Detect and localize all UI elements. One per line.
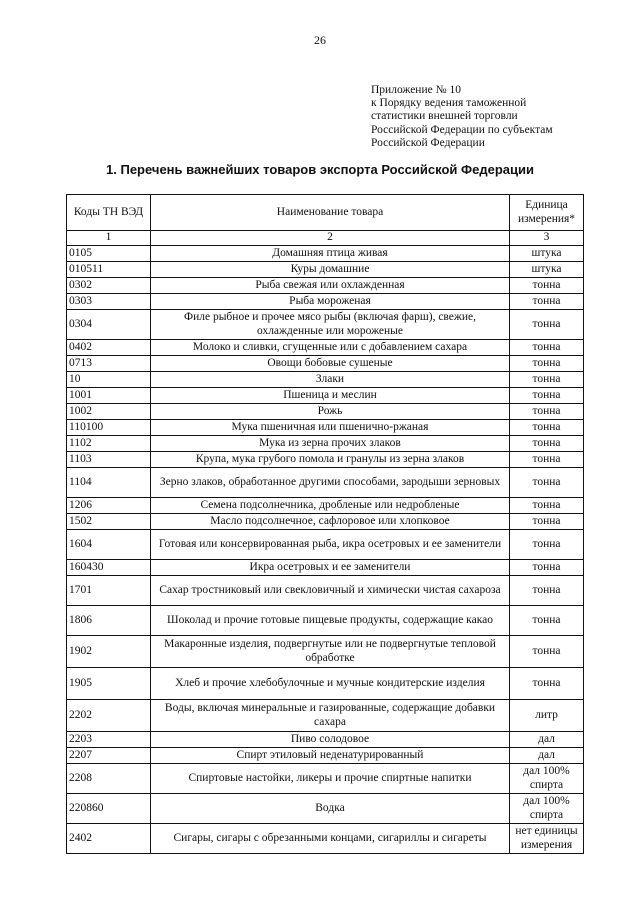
cell-unit: тонна xyxy=(510,498,584,514)
cell-code: 2203 xyxy=(67,732,151,748)
cell-code: 2202 xyxy=(67,700,151,732)
table-row xyxy=(67,262,584,278)
table-row xyxy=(67,560,584,576)
cell-code: 110100 xyxy=(67,420,151,436)
column-number: 2 xyxy=(151,231,510,246)
document-heading: 1. Перечень важнейших товаров экспорта Российской Федерации xyxy=(106,162,534,177)
cell-code: 160430 xyxy=(67,560,151,576)
cell-unit: тонна xyxy=(510,576,584,606)
table-row xyxy=(67,794,584,824)
cell-unit: дал xyxy=(510,748,584,764)
cell-code: 1502 xyxy=(67,514,151,530)
cell-unit: тонна xyxy=(510,468,584,498)
cell-unit: тонна xyxy=(510,372,584,388)
appendix-line: статистики внешней торговли xyxy=(371,110,518,123)
cell-unit: дал 100% спирта xyxy=(510,794,584,824)
cell-name: Пшеница и меслин xyxy=(151,388,510,404)
cell-unit: штука xyxy=(510,246,584,262)
cell-name: Рожь xyxy=(151,404,510,420)
cell-name: Молоко и сливки, сгущенные или с добавлением сахара xyxy=(151,340,510,356)
table-row xyxy=(67,372,584,388)
cell-code: 10 xyxy=(67,372,151,388)
cell-name: Масло подсолнечное, сафлоровое или хлопковое xyxy=(151,514,510,530)
cell-unit: тонна xyxy=(510,420,584,436)
cell-unit: тонна xyxy=(510,606,584,636)
cell-unit: дал xyxy=(510,732,584,748)
cell-name: Рыба свежая или охлажденная xyxy=(151,278,510,294)
cell-code: 1604 xyxy=(67,530,151,560)
cell-code: 2208 xyxy=(67,764,151,794)
cell-unit: тонна xyxy=(510,530,584,560)
cell-code: 0713 xyxy=(67,356,151,372)
cell-name: Готовая или консервированная рыба, икра осетровых и ее заменители xyxy=(151,530,510,560)
cell-code: 1905 xyxy=(67,668,151,700)
table-row xyxy=(67,468,584,498)
cell-name: Хлеб и прочие хлебобулочные и мучные кондитерские изделия xyxy=(151,668,510,700)
cell-unit: тонна xyxy=(510,278,584,294)
cell-unit: тонна xyxy=(510,514,584,530)
cell-name: Сахар тростниковый или свекловичный и химически чистая сахароза xyxy=(151,576,510,606)
table-body xyxy=(67,246,584,854)
column-number-row xyxy=(67,231,584,246)
cell-name: Сигары, сигары с обрезанными концами, сигариллы и сигареты xyxy=(151,824,510,854)
table-row xyxy=(67,824,584,854)
appendix-line: к Порядку ведения таможенной xyxy=(371,97,527,110)
table-row xyxy=(67,436,584,452)
table-row xyxy=(67,340,584,356)
cell-code: 220860 xyxy=(67,794,151,824)
header-name: Наименование товара xyxy=(151,195,510,231)
cell-code: 1102 xyxy=(67,436,151,452)
cell-unit: штука xyxy=(510,262,584,278)
cell-code: 1002 xyxy=(67,404,151,420)
cell-code: 1902 xyxy=(67,636,151,668)
cell-name: Макаронные изделия, подвергнутые или не подвергнутые тепловой обработке xyxy=(151,636,510,668)
cell-unit: тонна xyxy=(510,294,584,310)
cell-code: 1806 xyxy=(67,606,151,636)
cell-code: 1701 xyxy=(67,576,151,606)
table-row xyxy=(67,668,584,700)
cell-name: Шоколад и прочие готовые пищевые продукты, содержащие какао xyxy=(151,606,510,636)
column-number: 1 xyxy=(67,231,151,246)
cell-unit: тонна xyxy=(510,310,584,340)
appendix-line: Приложение № 10 xyxy=(371,84,461,96)
cell-name: Спирт этиловый неденатурированный xyxy=(151,748,510,764)
table-row xyxy=(67,278,584,294)
table-row xyxy=(67,452,584,468)
cell-unit: литр xyxy=(510,700,584,732)
cell-unit: нет единицы измерения xyxy=(510,824,584,854)
table-row xyxy=(67,294,584,310)
header-codes: Коды ТН ВЭД xyxy=(67,195,151,231)
cell-name: Пиво солодовое xyxy=(151,732,510,748)
cell-name: Мука из зерна прочих злаков xyxy=(151,436,510,452)
cell-name: Крупа, мука грубого помола и гранулы из зерна злаков xyxy=(151,452,510,468)
cell-name: Зерно злаков, обработанное другими способами, зародыши зерновых xyxy=(151,468,510,498)
cell-unit: тонна xyxy=(510,404,584,420)
table-row xyxy=(67,356,584,372)
table-header-row xyxy=(67,195,584,231)
column-number: 3 xyxy=(510,231,584,246)
cell-code: 1206 xyxy=(67,498,151,514)
table-row xyxy=(67,636,584,668)
cell-name: Овощи бобовые сушеные xyxy=(151,356,510,372)
cell-name: Водка xyxy=(151,794,510,824)
cell-unit: дал 100% спирта xyxy=(510,764,584,794)
cell-unit: тонна xyxy=(510,668,584,700)
table-row xyxy=(67,700,584,732)
cell-name: Икра осетровых и ее заменители xyxy=(151,560,510,576)
goods-table xyxy=(66,194,584,854)
cell-code: 0302 xyxy=(67,278,151,294)
cell-code: 0304 xyxy=(67,310,151,340)
cell-code: 010511 xyxy=(67,262,151,278)
appendix-note xyxy=(371,84,611,150)
appendix-line: Российской Федерации по субъектам xyxy=(371,123,553,136)
table-row xyxy=(67,404,584,420)
cell-code: 0105 xyxy=(67,246,151,262)
table-row xyxy=(67,246,584,262)
cell-name: Рыба мороженая xyxy=(151,294,510,310)
table-row xyxy=(67,748,584,764)
header-unit: Единица измерения* xyxy=(510,195,584,231)
cell-name: Куры домашние xyxy=(151,262,510,278)
cell-code: 1001 xyxy=(67,388,151,404)
table-row xyxy=(67,498,584,514)
cell-name: Спиртовые настойки, ликеры и прочие спиртные напитки xyxy=(151,764,510,794)
table-row xyxy=(67,764,584,794)
cell-unit: тонна xyxy=(510,636,584,668)
cell-name: Мука пшеничная или пшенично-ржаная xyxy=(151,420,510,436)
page-number: 26 xyxy=(314,33,326,47)
cell-name: Воды, включая минеральные и газированные, содержащие добавки сахара xyxy=(151,700,510,732)
table-row xyxy=(67,514,584,530)
cell-unit: тонна xyxy=(510,560,584,576)
cell-unit: тонна xyxy=(510,356,584,372)
appendix-line: Российской Федерации xyxy=(371,136,485,149)
cell-unit: тонна xyxy=(510,436,584,452)
cell-unit: тонна xyxy=(510,340,584,356)
table-row xyxy=(67,420,584,436)
cell-code: 0402 xyxy=(67,340,151,356)
cell-code: 2402 xyxy=(67,824,151,854)
table-row xyxy=(67,530,584,560)
table-row xyxy=(67,732,584,748)
cell-unit: тонна xyxy=(510,452,584,468)
table-row xyxy=(67,310,584,340)
table-row xyxy=(67,576,584,606)
cell-name: Филе рыбное и прочее мясо рыбы (включая фарш), свежие, охлажденные или мороженые xyxy=(151,310,510,340)
cell-name: Домашняя птица живая xyxy=(151,246,510,262)
cell-name: Злаки xyxy=(151,372,510,388)
table-row xyxy=(67,606,584,636)
cell-code: 2207 xyxy=(67,748,151,764)
cell-code: 0303 xyxy=(67,294,151,310)
table-row xyxy=(67,388,584,404)
cell-name: Семена подсолнечника, дробленые или недробленые xyxy=(151,498,510,514)
cell-unit: тонна xyxy=(510,388,584,404)
cell-code: 1103 xyxy=(67,452,151,468)
cell-code: 1104 xyxy=(67,468,151,498)
